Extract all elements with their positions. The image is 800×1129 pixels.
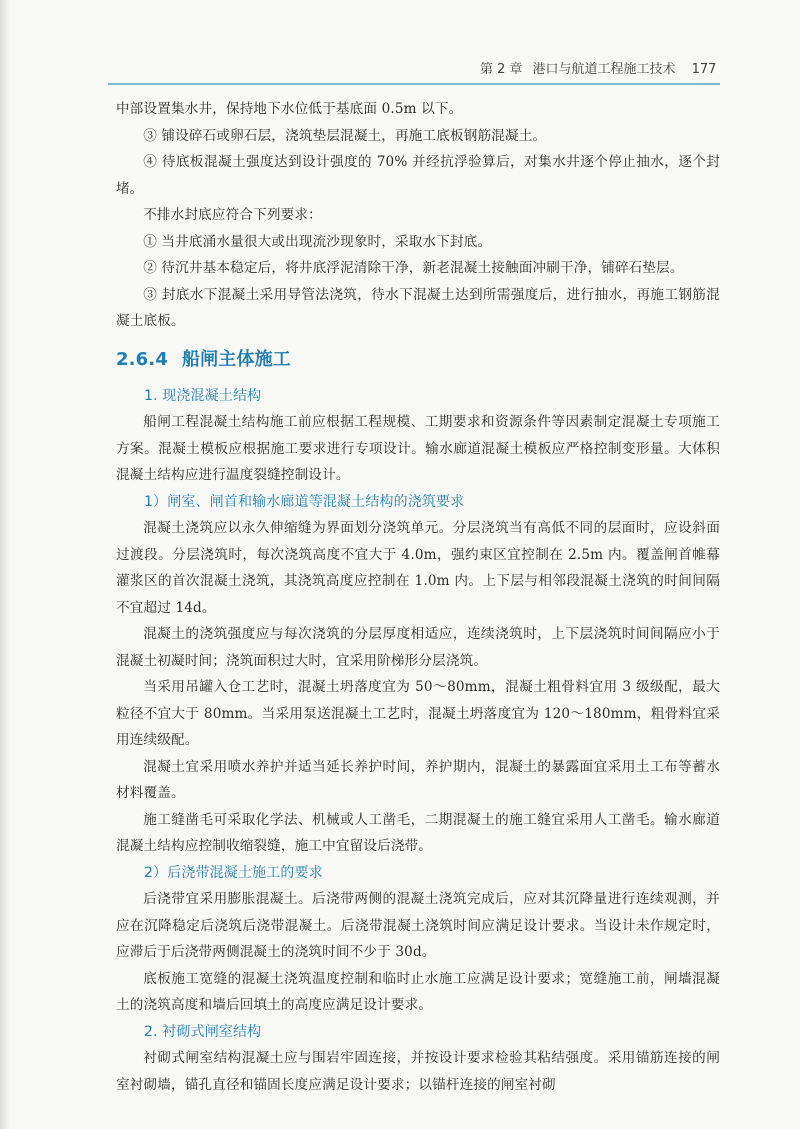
paragraph: 施工缝凿毛可采取化学法、机械或人工凿毛，二期混凝土的施工缝宜采用人工凿毛。输水廊道混凝土结构应控制收缩裂缝，施工中宜留设后浇带。 bbox=[116, 811, 720, 854]
paragraph: 混凝土的浇筑强度应与每次浇筑的分层厚度相适应，连续浇筑时，上下层浇筑时间间隔应小于混凝土初凝时间；浇筑面积过大时，宜采用阶梯形分层浇筑。 bbox=[116, 626, 720, 669]
section-title: 船闸主体施工 bbox=[182, 348, 291, 370]
section-heading bbox=[116, 347, 720, 373]
paragraph: 底板施工宽缝的混凝土浇筑温度控制和临时止水施工应满足设计要求；宽缝施工前，闸墙混凝土的浇筑高度和墙后回填土的高度应满足设计要求。 bbox=[116, 970, 720, 1013]
paragraph: 后浇带宜采用膨胀混凝土。后浇带两侧的混凝土浇筑完成后，应对其沉降量进行连续观测，并应在沉降稳定后浇筑后浇带混凝土。后浇带混凝土浇筑时间应满足设计要求。当设计未作规定时，应滞后于后浇带两侧混凝土的浇筑时间不少于 30d。 bbox=[116, 891, 720, 960]
paragraph: 船闸工程混凝土结构施工前应根据工程规模、工期要求和资源条件等因素制定混凝土专项施工方案。混凝土模板应根据施工要求进行专项设计。输水廊道混凝土模板应严格控制变形量。大体积混凝土结构应进行温度裂缝控制设计。 bbox=[116, 414, 720, 483]
paragraph: 衬砌式闸室结构混凝土应与围岩牢固连接，并按设计要求检验其粘结强度。采用锚筋连接的闸室衬砌墙，锚孔直径和锚固长度应满足设计要求；以锚杆连接的闸室衬砌 bbox=[116, 1050, 720, 1093]
paragraph: 当采用吊罐入仓工艺时，混凝土坍落度宜为 50～80mm，混凝土粗骨料宜用 3 级级配，最大粒径不宜大于 80mm。当采用泵送混凝土工艺时，混凝土坍落度宜为 120～180mm，粗骨料宜采用连续级配。 bbox=[116, 679, 720, 748]
subsection-heading: 1）闸室、闸首和输水廊道等混凝土结构的浇筑要求 bbox=[144, 493, 465, 510]
paragraph: ③ 铺设碎石或卵石层，浇筑垫层混凝土，再施工底板钢筋混凝土。 bbox=[143, 127, 547, 144]
paragraph: 混凝土宜采用喷水养护并适当延长养护时间，养护期内，混凝土的暴露面宜采用土工布等蓄水材料覆盖。 bbox=[116, 758, 720, 801]
paragraph: 混凝土浇筑应以永久伸缩缝为界面划分浇筑单元。分层浇筑当有高低不同的层面时，应设斜面过渡段。分层浇筑时，每次浇筑高度不宜大于 4.0m，强约束区宜控制在 2.5m 内。覆盖闸首帷幕灌浆区的首次混凝土浇筑，其浇筑高度应控制在 1.0m 内。上下层与相邻段混凝土浇筑的时间间隔不宜超过 14d。 bbox=[116, 520, 720, 616]
paragraph: 不排水封底应符合下列要求： bbox=[143, 207, 322, 223]
header-rule bbox=[108, 83, 720, 85]
paragraph: 中部设置集水井，保持地下水位低于基底面 0.5m 以下。 bbox=[116, 101, 463, 117]
page-edge-shadow bbox=[0, 0, 10, 1129]
chapter-label: 第 2 章 bbox=[480, 62, 523, 77]
subsection-heading: 1. 现浇混凝土结构 bbox=[144, 387, 262, 404]
subsection-heading: 2. 衬砌式闸室结构 bbox=[144, 1023, 262, 1040]
page-number: 177 bbox=[691, 62, 717, 77]
paragraph: ② 待沉井基本稳定后，将井底浮泥清除干净，新老混凝土接触面冲刷干净，铺碎石垫层。 bbox=[143, 260, 684, 276]
chapter-title: 港口与航道工程施工技术 bbox=[532, 62, 676, 77]
page-body bbox=[116, 96, 720, 1098]
running-header bbox=[480, 58, 716, 77]
section-number: 2.6.4 bbox=[116, 348, 168, 370]
paragraph: ③ 封底水下混凝土采用导管法浇筑，待水下混凝土达到所需强度后，进行抽水，再施工钢筋混凝土底板。 bbox=[116, 286, 720, 329]
subsection-heading: 2）后浇带混凝土施工的要求 bbox=[144, 864, 323, 881]
paragraph: ④ 待底板混凝土强度达到设计强度的 70% 并经抗浮验算后，对集水井逐个停止抽水，逐个封堵。 bbox=[116, 154, 720, 197]
paragraph: ① 当井底涌水量很大或出现流沙现象时，采取水下封底。 bbox=[143, 233, 492, 250]
